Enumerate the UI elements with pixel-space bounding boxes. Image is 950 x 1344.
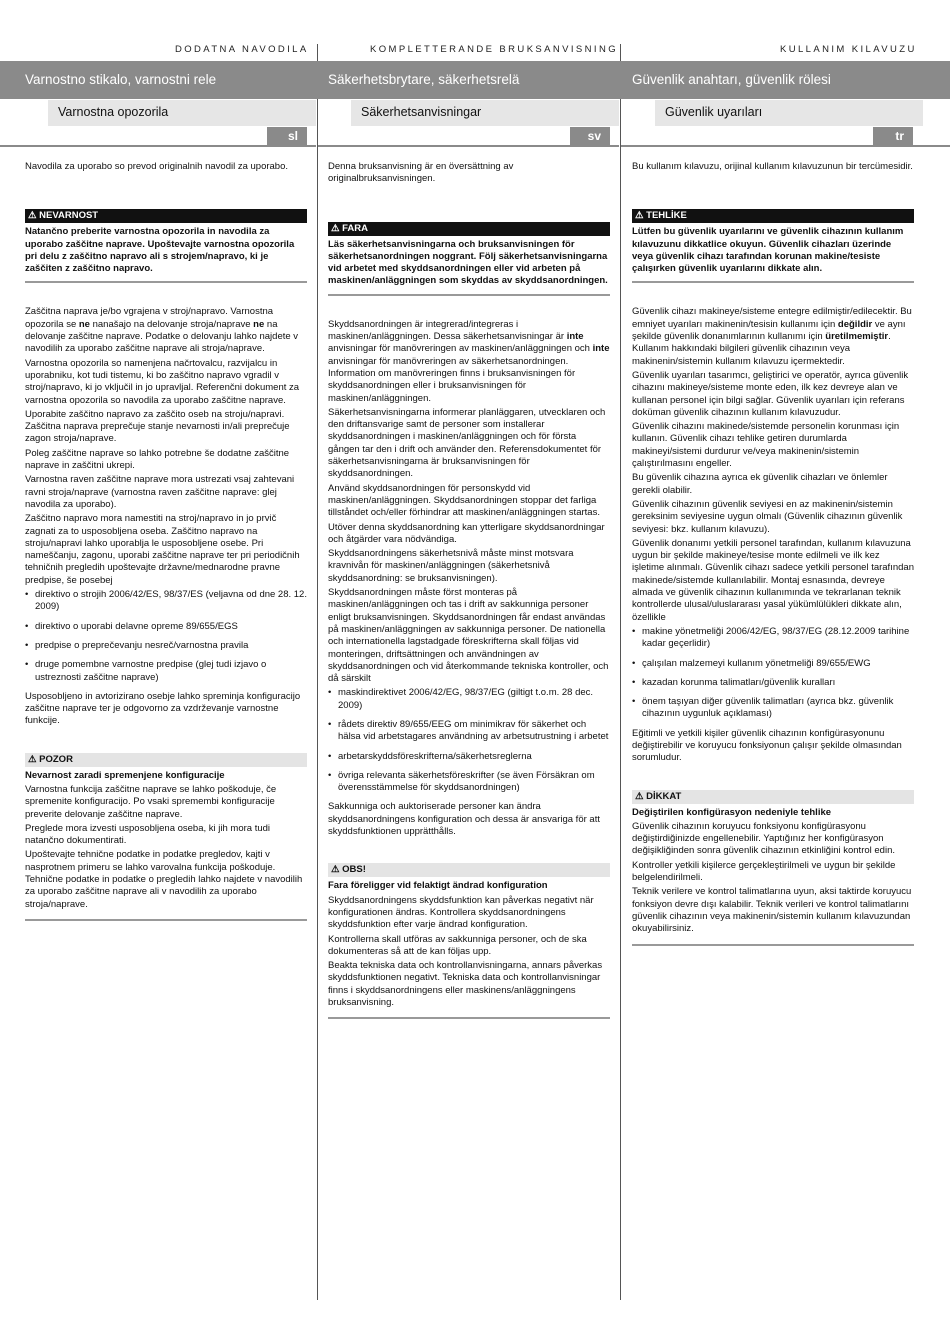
paragraph: Güvenlik cihazını makinede/sistemde personelin korunması için kullanın. Güvenlik cihazı tehlike getiren durumlarda makineyi/sistemi durdurur ve/veya makinenin/sistemin çalıştırılmasını engeller. [632, 421, 900, 470]
paragraph: Skyddsanordningen måste först monteras på maskinen/anläggningen och tas i drift av sakkunniga personer enligt bruksanvisningen. Skyddsanordningen får endast användas på maskinen/anläggningen av sakkunniga personer. De nationella och internationella lagstadgade föreskrifterna skall följas vid monteringen, driftsättningen och användningen av skyddsanordningen och vid återkommande tekniska kontroller, och då särskilt [328, 587, 609, 685]
section-title-sv: Säkerhetsbrytare, säkerhetsrelä [328, 72, 520, 87]
list-item: • direktivo o strojih 2006/42/ES, 98/37/ES (veljavna od dne 28. 12. 2009) [25, 589, 307, 614]
danger-text: Lütfen bu güvenlik uyarılarını ve güvenlik cihazının kullanım kılavuzunu dikkatlice okuyun. Güvenlik cihazları üzerinde veya güvenlik cihazı tarafından korunan makine/tesiste çalışırken güvenlik uyarılarını dikkate alın. [632, 226, 904, 275]
paragraph: Säkerhetsanvisningarna informerar planläggaren, utvecklaren och den driftansvarige samt de personer som installerar skyddsanordningen i maskinen/anläggningen och för första gången tar den i drift och använder den. Referensdokumentet för säkerhetsanvisningarna är bruksanvisningen för skyddsanordningen. [328, 406, 606, 480]
paragraph: Poleg zaščitne naprave so lahko potrebne še dodatne zaščitne naprave in zaščitni ukrepi. [25, 447, 290, 472]
paragraph: Skyddsanordningens säkerhetsnivå måste minst motsvara kravnivån för maskinen/anläggningen (säkerhetsnivå skyddsanordning: se bruksanvisningen). [328, 548, 574, 584]
paragraph: Güvenlik cihazının koruyucu fonksiyonu konfigürasyonu değiştirdiğinizde engellenebilir. Yaptığınız her konfigürasyon değişikliğinden sonra güvenlik cihazının etkinliğini kontrol edin. [632, 820, 895, 857]
list-item: • direktivo o uporabi delavne opreme 89/655/EGS [25, 621, 307, 633]
intro-text: Denna bruksanvisning är en översättning av originalbruksanvisningen. [328, 161, 514, 185]
danger-box [25, 209, 307, 283]
caution-label: ⚠ DİKKAT [632, 790, 914, 804]
caution-box [25, 753, 307, 921]
caution-label: ⚠ OBS! [328, 863, 610, 877]
danger-label: ⚠ TEHLİKE [632, 209, 914, 223]
list-item: • kazadan korunma talimatları/güvenlik kuralları [632, 677, 914, 689]
paragraph: Skyddsanordningens skyddsfunktion kan påverkas negativt när konfigurationen ändras. Kontrollera skyddsanordningens skyddsfunktion efter varje ändrad konfiguration. [328, 894, 594, 931]
language-tab-sv: sv [570, 127, 610, 146]
paragraph: Varnostna raven zaščitne naprave mora ustrezati vsaj zahtevani ravni stroja/naprave (varnostna raven zaščitne naprave: glej navodila za uporabo). [25, 474, 295, 510]
paragraph: Varnostna funkcija zaščitne naprave se lahko poškoduje, če spremenite konfiguracijo. Po vsaki spremembi konfiguracije preverite delovanje zaščitne naprave. [25, 783, 277, 820]
paragraph: Sakkunniga och auktoriserade personer kan ändra skyddsanordningens konfiguration och dessa är ansvariga för att skyddsfunktionen upprätthålls. [328, 801, 600, 838]
caution-title: Nevarnost zaradi spremenjene konfiguracije [25, 769, 225, 781]
caution-title: Değiştirilen konfigürasyon nedeniyle tehlike [632, 806, 832, 818]
list-item: • makine yönetmeliği 2006/42/EG, 98/37/EG (28.12.2009 tarihine kadar geçerlidir) [632, 626, 914, 651]
paragraph: Kontroller yetkili kişilerce gerçekleştirilmeli ve uygun bir şekilde belgelendirilmeli. [632, 859, 896, 884]
column-sl [25, 161, 307, 921]
column-divider [317, 44, 318, 1300]
paragraph: Beakta tekniska data och kontrollanvisningarna, annars påverkas skyddsfunktionen negativt. Tekniska data och kontrollanvisningar finns i skyddsanordningens eller maskinens/anläggningens bruksanvisning. [328, 960, 603, 1009]
running-header [0, 44, 950, 56]
subtitle-tr: Güvenlik uyarıları [665, 105, 763, 119]
column-tr [632, 161, 914, 946]
paragraph: Uporabite zaščitno napravo za zaščito oseb na stroju/napravi. Zaščitna naprava preprečuje stanje nevarnosti in/ali preprečuje zagon stroja/naprave. [25, 408, 290, 445]
caution-box [632, 790, 914, 946]
danger-label: ⚠ FARA [328, 222, 610, 236]
paragraph: Bu güvenlik cihazına ayrıca ek güvenlik cihazları ve önlemler gerekli olabilir. [632, 472, 888, 496]
caution-box [328, 863, 610, 1019]
paragraph: Zaščitna naprava je/bo vgrajena v stroj/napravo. Varnostna opozorila se ne nanašajo na delovanje stroja/naprave ne na delovanje zaščitne naprave. Podatke o delovanju lahko najdete v navodilih za uporabo zaščitne naprave ali stroja/naprave. [25, 306, 299, 355]
column-sv [328, 161, 610, 1019]
language-rule [0, 145, 316, 147]
caution-title: Fara föreligger vid felaktigt ändrad konfiguration [328, 880, 548, 892]
running-header-sl: DODATNA NAVODILA [175, 44, 309, 55]
paragraph: Eğitimli ve yetkili kişiler güvenlik cihazının konfigürasyonunu değiştirebilir ve koruyucu fonksiyonun çalışır şekilde olmasından sorumludur. [632, 727, 902, 764]
danger-text: Natančno preberite varnostna opozorila in navodila za uporabo zaščitne naprave. Upoštevajte varnostna opozorila pri delu z zaščitno napravo ali s strojem/napravo, ki je zaščiten z zaščitno napravo. [25, 226, 295, 275]
paragraph: Använd skyddsanordningen för personskydd vid maskinen/anläggningen. Skyddsanordningen stoppar det farliga tillståndet och/eller förhindrar att maskinen/anläggningen startas. [328, 482, 600, 519]
column-divider [620, 44, 621, 1300]
subtitle-sl: Varnostna opozorila [58, 105, 169, 119]
danger-box [328, 222, 610, 296]
paragraph: Güvenlik uyarıları tasarımcı, geliştirici ve operatör, ayrıca güvenlik cihazını makineye/sisteme monte eden, ilk kez devreye alan ve kullanan personel için bilgi sağlar. Güvenlik uyarıları için referans doküman güvenlik cihazının kullanım kılavuzudur. [632, 369, 909, 418]
section-title-tr: Güvenlik anahtarı, güvenlik rölesi [632, 72, 831, 87]
list-item: • maskindirektivet 2006/42/EG, 98/37/EG (giltigt t.o.m. 28 dec. 2009) [328, 687, 610, 712]
subtitle-sv: Säkerhetsanvisningar [361, 105, 482, 119]
paragraph: Zaščitno napravo mora namestiti na stroj/napravo in jo prvič zagnati za to usposobljena oseba. Zaščitno napravo na stroju/napravi lahko uporablja le usposobljene osebe. Pri nameščanju, zagonu, uporabi zaščitne naprave ter pri periodičnih tehničnih pregledih upoštevajte državne/mednarodne pravne predpise, še posebej [25, 513, 300, 586]
regulation-list [632, 626, 914, 721]
list-item: • rådets direktiv 89/655/EEG om minimikrav för säkerhet och hälsa vid arbetstagares användning av arbetsutrustning i arbetet [328, 719, 610, 744]
list-item: • predpise o preprečevanju nesreč/varnostna pravila [25, 640, 307, 652]
danger-text: Läs säkerhetsanvisningarna och bruksanvisningen för säkerhetsanordningen noggrant. Följ säkerhetsanvisningarna vid arbetet med skyddsanordningen eller vid arbeten på maskinen/anläggningen som skyddas av skyddsanordningen. [328, 238, 608, 287]
language-tab-sl: sl [267, 127, 307, 146]
language-tab-tr: tr [873, 127, 913, 146]
paragraph: Upoštevajte tehnične podatke in podatke pregledov, kajti v nasprotnem primeru se lahko varovalna funkcija poškoduje. Tehnične podatke in podatke o pregledih lahko najdete v navodilih za uporabo zaščitne naprave ali v navodilih za uporabo stroja/naprave. [25, 849, 303, 910]
paragraph: Güvenlik cihazının güvenlik seviyesi en az makinenin/sistemin gereksinim seviyesine uygun olmalı (Güvenlik cihazının güvenlik seviyesi: bkz. kullanım kılavuzu). [632, 498, 903, 535]
section-title-sl: Varnostno stikalo, varnostni rele [25, 72, 217, 87]
paragraph: Preglede mora izvesti usposobljena oseba, ki jih mora tudi natančno dokumentirati. [25, 822, 271, 847]
list-item: • druge pomembne varnostne predpise (glej tudi izjavo o ustreznosti zaščitne naprave) [25, 659, 307, 684]
list-item: • önem taşıyan diğer güvenlik talimatları (ayrıca bkz. güvenlik cihazının uygunluk açıklaması) [632, 696, 914, 721]
paragraph: Varnostna opozorila so namenjena načrtovalcu, razvijalcu in uporabniku, kot tudi tistemu, ki bo zaščitno napravo vgradil v stroj/napravo, ki jo vključil in jo upravljal. Referenčni dokument za varnostna opozorila so navodila za uporabo zaščitne naprave. [25, 357, 300, 406]
paragraph: Kontrollerna skall utföras av sakkunniga personer, och de ska dokumenteras så att de kan följas upp. [328, 933, 587, 957]
language-rule [318, 145, 619, 147]
running-header-tr: KULLANIM KILAVUZU [780, 44, 917, 55]
regulation-list [328, 687, 610, 794]
intro-text: Navodila za uporabo so prevod originalnih navodil za uporabo. [25, 161, 289, 172]
list-item: • çalışılan malzemeyi kullanım yönetmeliği 89/655/EWG [632, 658, 914, 670]
list-item: • övriga relevanta säkerhetsföreskrifter (se även Försäkran om överensstämmelse för skyddsanordningen) [328, 770, 610, 795]
running-header-sv: KOMPLETTERANDE BRUKSANVISNING [370, 44, 619, 55]
caution-label: ⚠ POZOR [25, 753, 307, 767]
list-item: • arbetarskyddsföreskrifterna/säkerhetsreglerna [328, 751, 610, 763]
paragraph: Utöver denna skyddsanordning kan ytterligare skyddsanordningar och åtgärder vara nödvändiga. [328, 521, 605, 545]
paragraph: Güvenlik donanımı yetkili personel tarafından, kullanım kılavuzuna uygun bir şekilde makineye/tesise monte edilmeli ve ilk kez işletime alınmalı. Güvenlik cihazı sadece yetkili personel tarafından makinede/sistemde kullanılabilir. Montaj esnasında, devreye almada ve güvenlik cihazının kullanımında ve tekrarlanan teknik kontrollerde ulusal/uluslararası yasal yükümlülükleri dikkate alın, özellikle [632, 537, 914, 623]
paragraph: Güvenlik cihazı makineye/sisteme entegre edilmiştir/edilecektir. Bu emniyet uyarıları makinenin/tesisin kullanımı için değildir ve aynı şekilde güvenlik donanımlarının kullanımı için üretilmemiştir. Kullanım hakkındaki bilgileri güvenlik cihazının veya makinenin/sistemin kullanım kılavuzu içermektedir. [632, 306, 912, 367]
danger-box [632, 209, 914, 283]
intro-text: Bu kullanım kılavuzu, orijinal kullanım kılavuzunun bir tercümesidir. [632, 161, 913, 172]
paragraph: Skyddsanordningen är integrerad/integreras i maskinen/anläggningen. Dessa säkerhetsanvisningar är inte anvisningar för manövreringen av maskinen/anläggningen och inte anvisningar för manövreringen av säkerhetsanordningen. Information om manövreringen finns i bruksanvisningen för skyddsanordningen eller i bruksanvisningen för maskinen/anläggningen. [328, 318, 610, 404]
paragraph: Usposobljeno in avtorizirano osebje lahko spreminja konfiguracijo zaščitne naprave ter je odgovorno za vzdrževanje varnostne funkcije. [25, 690, 301, 727]
danger-label: ⚠ NEVARNOST [25, 209, 307, 223]
regulation-list [25, 589, 307, 684]
language-rule [621, 145, 950, 147]
paragraph: Teknik verilere ve kontrol talimatlarına uyun, aksi taktirde koruyucu fonksiyon devre dışı kalabilir. Teknik verileri ve kontrol talimatlarını güvenlik cihazının veya makinenin/sistemin kullanım kılavuzundan okuyabilirsiniz. [632, 886, 912, 935]
